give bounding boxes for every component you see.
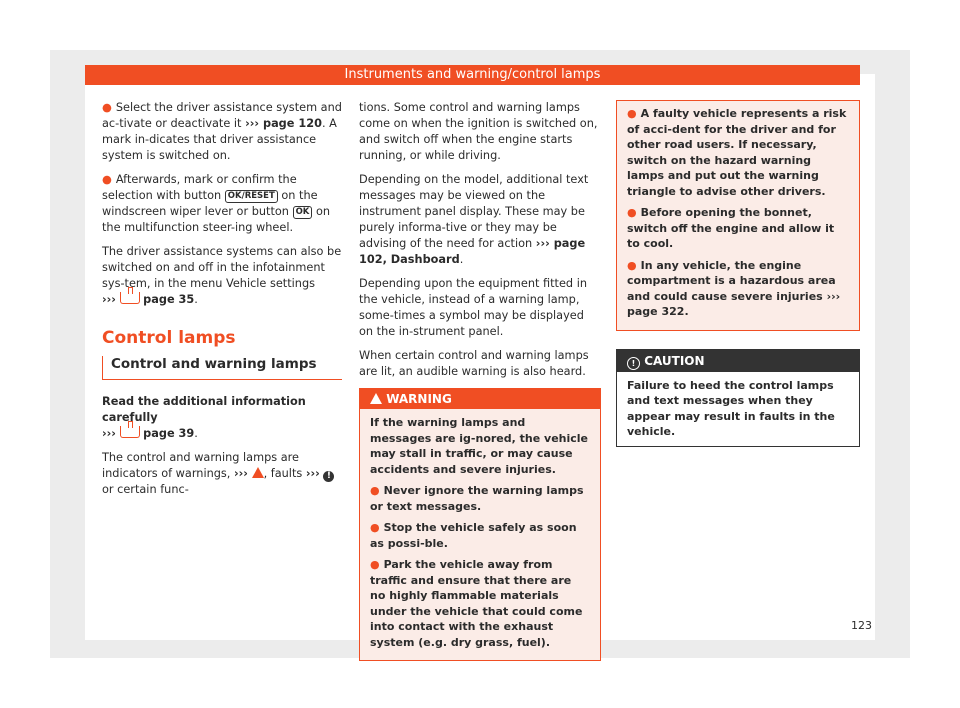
- page-header: Instruments and warning/control lamps: [85, 65, 860, 85]
- paragraph-text-messages: Depending on the model, additional text messages may be viewed on the instrument panel display. These may be purely informa-tive or they may be advising of the need for action ››› page 102, Dashboard.: [359, 173, 589, 266]
- ok-reset-button-symbol: OK/RESET: [225, 190, 278, 203]
- caution-text: Failure to heed the control lamps and text messages when they appear may result in faults in the vehicle.: [627, 378, 835, 438]
- bullet-icon: ●: [102, 173, 112, 186]
- warning-triangle-icon: [370, 393, 382, 404]
- paragraph-functions: tions. Some control and warning lamps come on when the ignition is switched on, and switch off when the engine starts running, or while driving.: [359, 101, 598, 162]
- fault-exclamation-icon: !: [323, 471, 334, 482]
- subsection-title: Control and warning lamps: [102, 356, 342, 380]
- warning-box: [359, 388, 601, 661]
- page-ref-link[interactable]: page 39: [143, 427, 195, 440]
- warning-item: ● Park the vehicle away from traffic and ensure that there are no highly flammable materials under the vehicle that could come into contact with the exhaust system (e.g. dry grass, fuel).: [370, 558, 583, 649]
- warning-triangle-icon: [252, 467, 264, 478]
- page-ref-link[interactable]: ››› page 120: [245, 117, 322, 130]
- warning-continued-box: [616, 100, 860, 331]
- warning-item: ● In any vehicle, the engine compartment is a hazardous area and could cause severe injuries ››› page 322.: [627, 258, 841, 318]
- warning-body: [360, 409, 600, 660]
- warning-item: ● Before opening the bonnet, switch off the engine and allow it to cool.: [627, 206, 835, 250]
- column-3: [616, 100, 860, 447]
- paragraph-symbol: Depending upon the equipment fitted in the vehicle, instead of a warning lamp, some-times a symbol may be displayed on the in-strument panel.: [359, 277, 587, 338]
- warning-item: ● Never ignore the warning lamps or text messages.: [370, 484, 584, 513]
- caution-header: ! CAUTION: [617, 350, 859, 372]
- warning-header: WARNING: [360, 389, 600, 409]
- ok-button-symbol: OK: [293, 206, 313, 219]
- warning-item: ● Stop the vehicle safely as soon as possi-ble.: [370, 521, 577, 550]
- paragraph-audible: When certain control and warning lamps are lit, an audible warning is also heard.: [359, 349, 589, 378]
- warning-item: ● A faulty vehicle represents a risk of acci-dent for the driver and for other road users. If necessary, switch on the hazard warning lamps and put out the warning triangle to advise other drivers.: [627, 107, 847, 198]
- page-ref-link[interactable]: ››› page 102, Dashboard: [359, 237, 586, 266]
- paragraph-infotainment: The driver assistance systems can also be switched on and off in the infotainment sys-tem, in the menu Vehicle settings ››› page 35.: [102, 245, 342, 306]
- section-title: Control lamps: [102, 328, 236, 348]
- bullet-select-system: ● Select the driver assistance system and ac-tivate or deactivate it ››› page 120. A mark in-dicates that driver assistance system is switched on.: [102, 101, 342, 162]
- bullet-confirm: ● Afterwards, mark or confirm the selection with button OK/RESET on the windscreen wiper lever or button OK on the multifunction steer-ing wheel.: [102, 173, 331, 234]
- caution-box: [616, 349, 860, 447]
- bullet-icon: ●: [102, 101, 112, 114]
- book-icon: [120, 426, 140, 438]
- column-2: [359, 100, 601, 661]
- read-info-paragraph: Read the additional information carefully ››› page 39.: [102, 395, 306, 440]
- page-number: 123: [851, 619, 872, 632]
- paragraph-indicators: The control and warning lamps are indicators of warnings, ››› , faults ››› ! or certain func-: [102, 450, 342, 498]
- page-ref-link[interactable]: ››› page 322: [627, 289, 841, 318]
- book-icon: [120, 292, 140, 304]
- page-ref-link[interactable]: page 35: [143, 293, 195, 306]
- column-1: [102, 100, 342, 506]
- caution-circle-icon: !: [627, 357, 640, 370]
- warning-intro: If the warning lamps and messages are ig-nored, the vehicle may stall in traffic, or may cause accidents and severe injuries.: [370, 416, 589, 476]
